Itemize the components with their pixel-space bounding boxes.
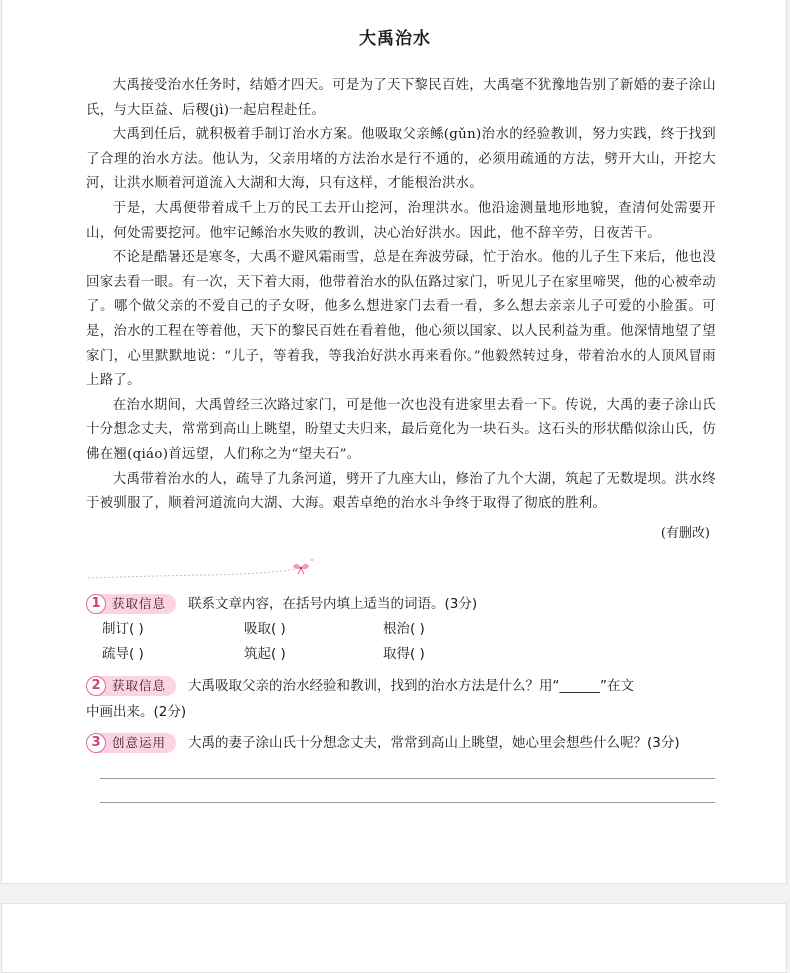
question-tag: 获取信息	[98, 594, 176, 614]
question-3	[86, 730, 726, 756]
question-number: 3	[86, 733, 106, 753]
worksheet-page	[1, 0, 787, 884]
article-body	[86, 74, 716, 517]
question-number: 2	[86, 676, 106, 696]
question-text: 大禹吸取父亲的治水经验和教训，找到的治水方法是什么？用“______”在文	[188, 678, 635, 694]
fill-row	[86, 642, 726, 667]
fill-row	[86, 617, 726, 642]
article-title: 大禹治水	[359, 29, 431, 49]
fill-blank[interactable]: 疏导( )	[102, 646, 144, 662]
fill-blank[interactable]: 筑起( )	[244, 646, 286, 662]
question-1	[86, 591, 726, 667]
question-text-continuation: 中画出来。(2分)	[86, 704, 187, 720]
section-divider-icon	[86, 556, 326, 582]
paragraph: 大禹带着治水的人，疏导了九条河道，劈开了九座大山，修治了九个大湖，筑起了无数堤坝。洪水终于被驯服了，顺着河道流向大湖、大海。艰苦卓绝的治水斗争终于取得了彻底的胜利。	[86, 471, 716, 512]
source-note: (有删改)	[660, 526, 710, 541]
question-tag: 创意运用	[98, 733, 176, 753]
fill-blank[interactable]: 取得( )	[383, 646, 425, 662]
paragraph: 于是，大禹便带着成千上万的民工去开山挖河，治理洪水。他沿途测量地形地貌，查清何处需要开山，何处需要挖河。他牢记鲧治水失败的教训，决心治好洪水。因此，他不辞辛劳，日夜苦干。	[86, 200, 716, 241]
paragraph: 在治水期间，大禹曾经三次路过家门，可是他一次也没有进家里去看一下。传说，大禹的妻子涂山氏十分想念丈夫，常常到高山上眺望，盼望丈夫归来，最后竟化为一块石头。这石头的形状酷似涂山氏，仿佛在翘(qiáo)首远望，人们称之为“望夫石”。	[86, 397, 716, 462]
paragraph: 大禹接受治水任务时，结婚才四天。可是为了天下黎民百姓，大禹毫不犹豫地告别了新婚的妻子涂山氏，与大臣益、后稷(jì)一起启程赴任。	[86, 78, 716, 118]
question-text: 联系文章内容，在括号内填上适当的词语。(3分)	[188, 596, 478, 612]
answer-line[interactable]	[100, 778, 715, 779]
fill-blank[interactable]: 吸取( )	[244, 621, 286, 637]
next-page	[1, 903, 787, 973]
fill-blank[interactable]: 制订( )	[102, 621, 144, 637]
paragraph: 不论是酷暑还是寒冬，大禹不避风霜雨雪，总是在奔波劳碌，忙于治水。他的儿子生下来后，他也没回家去看一眼。有一次，天下着大雨，他带着治水的队伍路过家门，听见儿子在家里啼哭，他的心被牵动了。哪个做父亲的不爱自己的子女呀，他多么想进家门去看一看，多么想去亲亲儿子可爱的小脸蛋。可是，治水的工程在等着他，天下的黎民百姓在看着他，他心须以国家、以人民利益为重。他深情地望了望家门，心里默默地说：“儿子，等着我，等我治好洪水再来看你。”他毅然转过身，带着治水的人顶风冒雨上路了。	[86, 250, 716, 389]
question-number: 1	[86, 594, 106, 614]
paragraph: 大禹到任后，就积极着手制订治水方案。他吸取父亲鲧(gǔn)治水的经验教训，努力实践，终于找到了合理的治水方法。他认为，父亲用堵的方法治水是行不通的，必须用疏通的方法，劈开大山，开挖大河，让洪水顺着河道流入大湖和大海，只有这样，才能根治洪水。	[86, 127, 716, 192]
answer-line[interactable]	[100, 802, 715, 803]
question-tag: 获取信息	[98, 676, 176, 696]
question-2	[86, 673, 726, 725]
fill-blank[interactable]: 根治( )	[383, 621, 425, 637]
question-text: 大禹的妻子涂山氏十分想念丈夫，常常到高山上眺望，她心里会想些什么呢？(3分)	[188, 735, 680, 751]
